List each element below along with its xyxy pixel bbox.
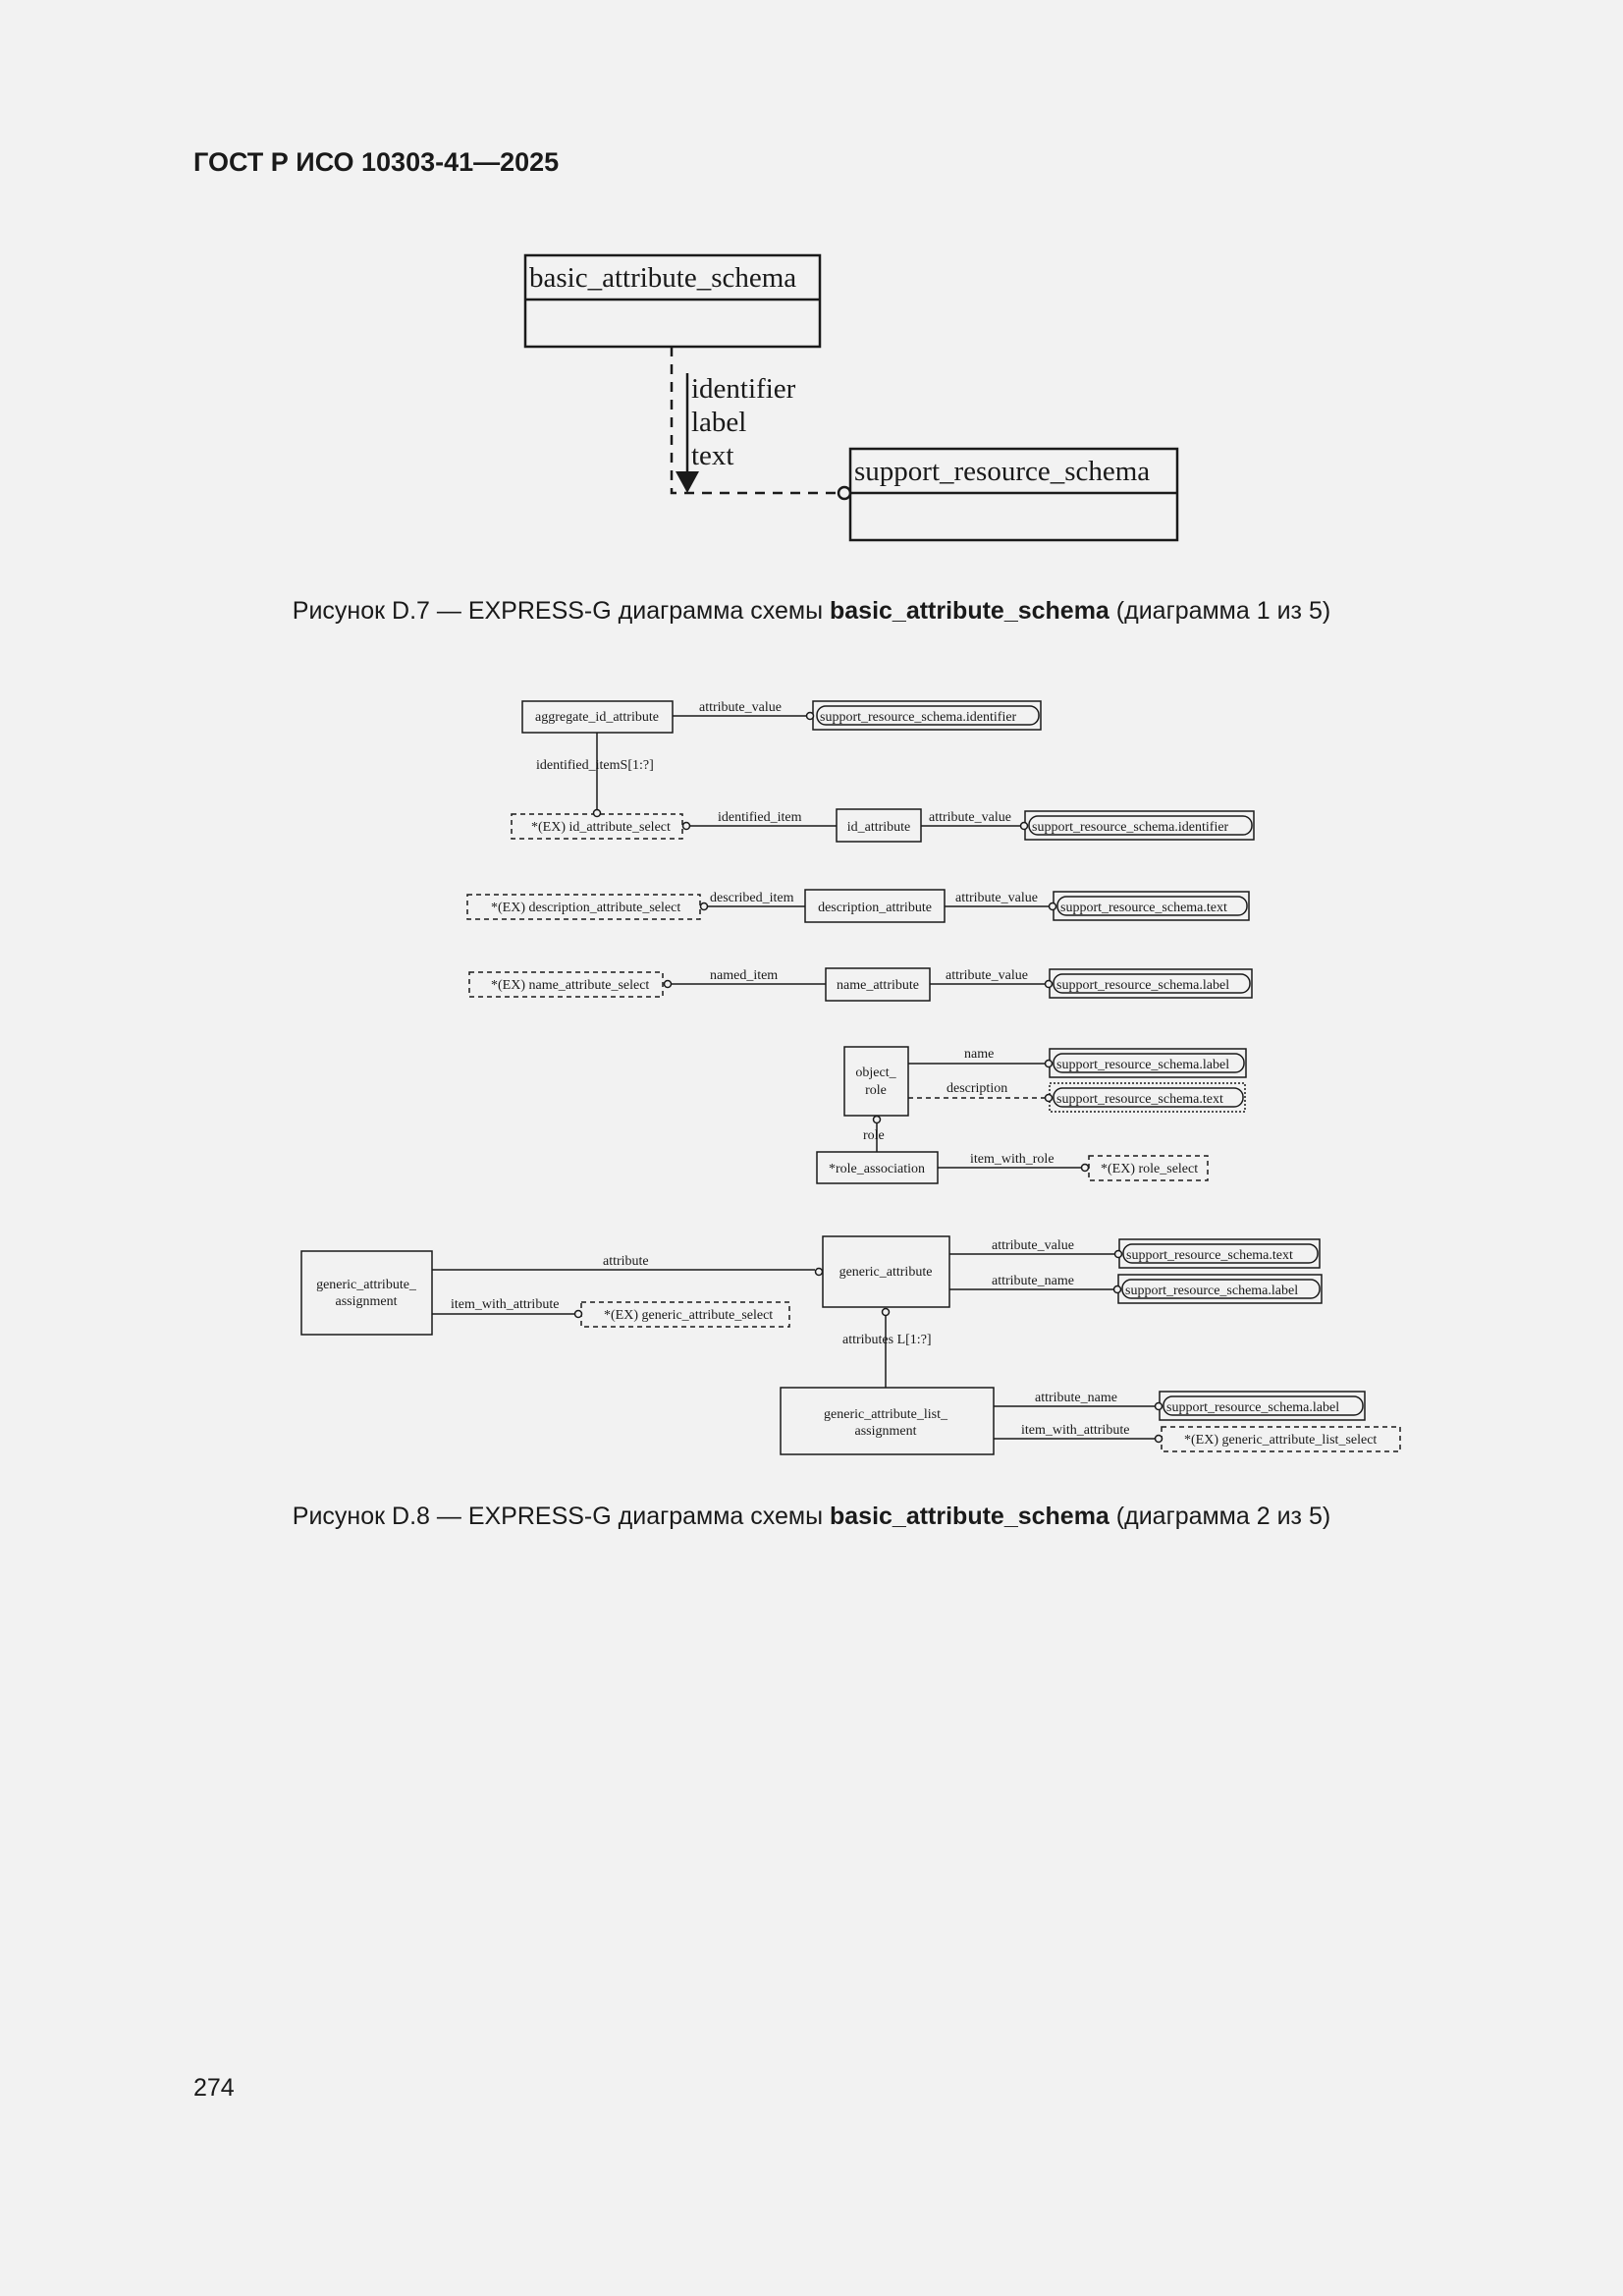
ref-circle-icon: [874, 1117, 881, 1123]
entity-object-role: [844, 1047, 908, 1116]
ref-circle-icon: [1082, 1165, 1089, 1172]
ref-circle-icon: [683, 823, 690, 830]
ref-label: support_resource_schema.identifier: [1032, 820, 1229, 835]
entity-label: aggregate_id_attribute: [535, 710, 659, 725]
entity-generic-attribute-assignment: [301, 1251, 432, 1335]
ref-label: support_resource_schema.text: [1126, 1248, 1293, 1263]
ref-circle-icon: [1156, 1403, 1163, 1410]
ref-circle-icon: [1114, 1286, 1121, 1293]
select-label: *(EX) id_attribute_select: [531, 820, 671, 835]
attribute-label: item_with_attribute: [451, 1297, 560, 1312]
ref-label: support_resource_schema.label: [1056, 978, 1230, 993]
attribute-label: attribute_value: [992, 1238, 1074, 1253]
attribute-label: attribute_name: [992, 1274, 1074, 1288]
attribute-label: named_item: [710, 968, 779, 983]
attribute-label: item_with_role: [970, 1152, 1055, 1167]
attribute-label: attributes L[1:?]: [842, 1333, 932, 1347]
figure-d8-caption: Рисунок D.8 — EXPRESS-G диаграмма схемы basic_attribute_schema (диаграмма 2 из 5): [292, 1503, 1331, 1530]
ref-circle-icon: [1046, 1061, 1053, 1067]
attribute-label: attribute_value: [946, 968, 1028, 983]
select-label: *(EX) generic_attribute_list_select: [1184, 1433, 1378, 1448]
ref-label: identifier: [691, 373, 796, 405]
entity-label: basic_attribute_schema: [529, 262, 797, 294]
entity-label: generic_attribute_list_: [824, 1407, 947, 1422]
entity-label: id_attribute: [846, 820, 911, 835]
entity-label: generic_attribute_: [316, 1278, 416, 1292]
entity-label: *role_association: [829, 1162, 925, 1176]
attribute-label: identified_itemS[1:?]: [536, 758, 654, 773]
ref-circle-icon: [1021, 823, 1028, 830]
entity-label: assignment: [335, 1294, 398, 1309]
select-label: *(EX) generic_attribute_select: [604, 1308, 774, 1323]
ref-label: support_resource_schema.label: [1125, 1284, 1299, 1298]
attribute-label: described_item: [710, 891, 794, 905]
attribute-label: description: [947, 1081, 1008, 1096]
ref-circle-icon: [807, 713, 814, 720]
entity-label: support_resource_schema: [854, 456, 1151, 487]
document-header: ГОСТ Р ИСО 10303-41—2025: [193, 147, 560, 177]
ref-circle-icon: [1050, 903, 1056, 910]
entity-label: object_: [855, 1066, 896, 1080]
figure-d7-caption: Рисунок D.7 — EXPRESS-G диаграмма схемы basic_attribute_schema (диаграмма 1 из 5): [292, 597, 1331, 625]
attribute-label: attribute_value: [929, 810, 1011, 825]
attribute-label: attribute_value: [955, 891, 1038, 905]
entity-label: name_attribute: [837, 978, 919, 993]
attribute-label: attribute_value: [699, 700, 782, 715]
ref-label: text: [691, 440, 734, 471]
entity-label: role: [865, 1083, 887, 1098]
attribute-label: role: [863, 1128, 885, 1143]
page-number: 274: [193, 2074, 235, 2102]
ref-label: support_resource_schema.label: [1056, 1058, 1230, 1072]
select-label: *(EX) description_attribute_select: [491, 901, 681, 915]
ref-circle-icon: [1115, 1251, 1122, 1258]
select-label: *(EX) name_attribute_select: [491, 978, 650, 993]
ref-label: support_resource_schema.label: [1166, 1400, 1340, 1415]
ref-label: support_resource_schema.identifier: [820, 710, 1017, 725]
attribute-label: attribute_name: [1035, 1391, 1117, 1405]
ref-circle-icon: [1046, 981, 1053, 988]
attribute-label: name: [964, 1047, 995, 1062]
entity-label: assignment: [854, 1424, 917, 1439]
ref-circle-icon: [594, 810, 601, 817]
ref-label: support_resource_schema.text: [1056, 1092, 1223, 1107]
ref-circle-icon: [701, 903, 708, 910]
attribute-label: item_with_attribute: [1021, 1423, 1130, 1438]
ref-circle-icon: [883, 1309, 890, 1316]
ref-circle-icon: [1156, 1436, 1163, 1443]
attribute-label: identified_item: [718, 810, 802, 825]
ref-circle-icon: [1046, 1095, 1053, 1102]
select-label: *(EX) role_select: [1101, 1162, 1199, 1176]
entity-label: generic_attribute: [839, 1265, 933, 1280]
ref-circle-icon: [575, 1311, 582, 1318]
ref-circle-icon: [665, 981, 672, 988]
ref-circle-icon: [816, 1269, 823, 1276]
ref-label: support_resource_schema.text: [1060, 901, 1227, 915]
entity-label: description_attribute: [818, 901, 932, 915]
ref-label: label: [691, 407, 747, 438]
attribute-label: attribute: [603, 1254, 649, 1269]
